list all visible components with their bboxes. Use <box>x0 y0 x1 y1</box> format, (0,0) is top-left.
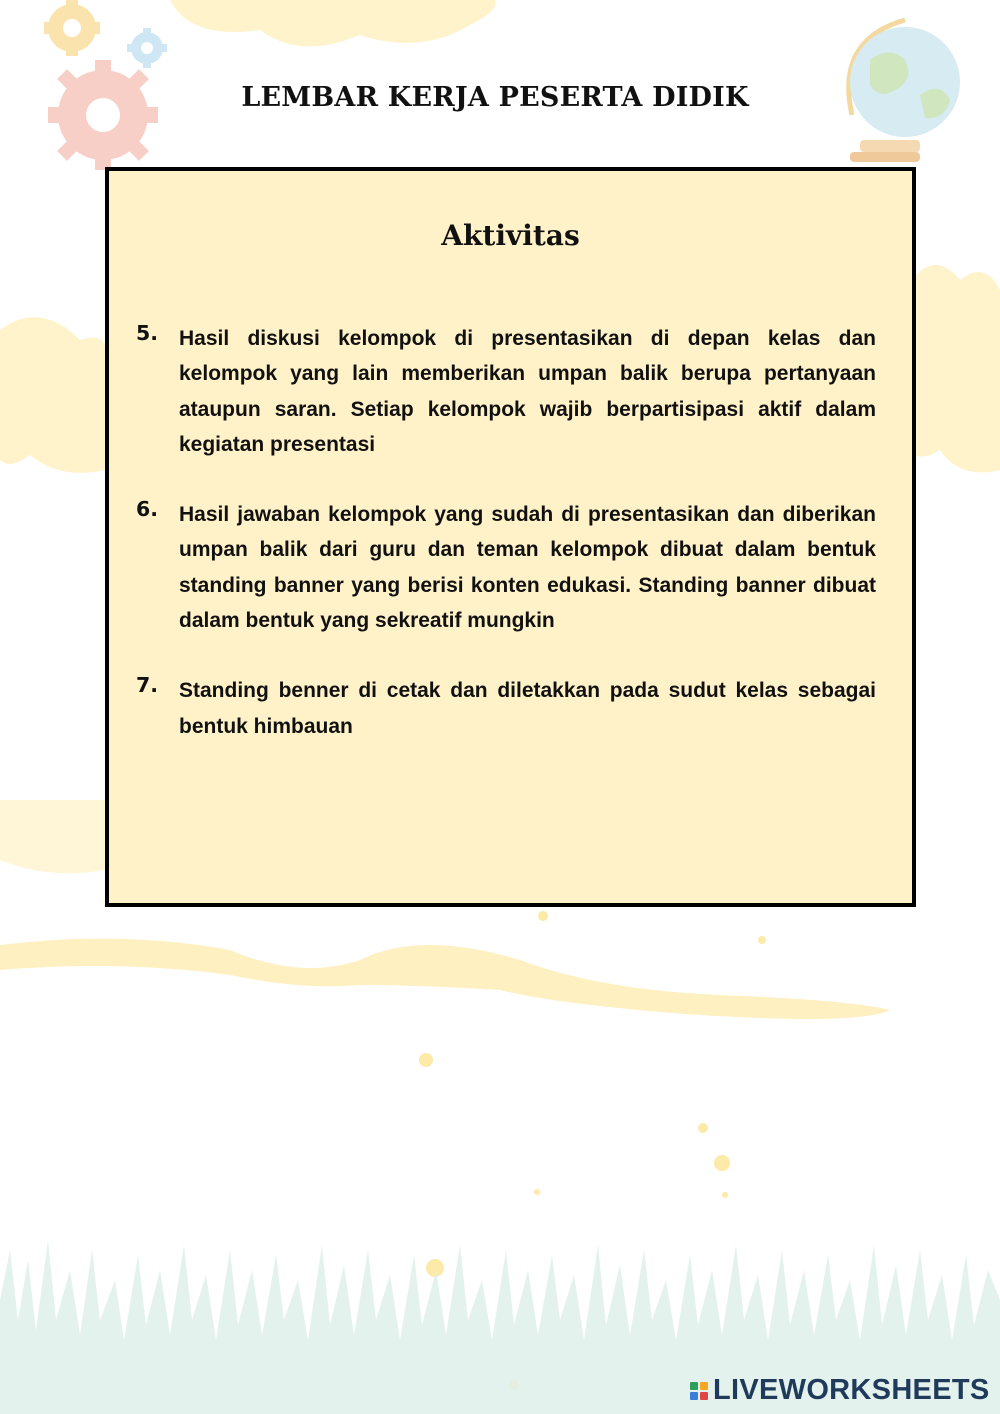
list-item <box>136 321 876 462</box>
step-text: Standing benner di cetak dan diletakkan pada sudut kelas sebagai bentuk himbauan <box>179 679 876 738</box>
liveworksheets-icon <box>690 1382 708 1400</box>
activity-card <box>105 167 916 907</box>
liveworksheets-logo[interactable] <box>690 1374 990 1407</box>
page-title: LEMBAR KERJA PESERTA DIDIK <box>241 82 749 113</box>
step-text: Hasil jawaban kelompok yang sudah di presentasikan dan diberikan umpan balik dari guru dan teman kelompok dibuat dalam bentuk standing banner yang berisi konten edukasi. Standing banner dibuat dalam bentuk yang sekreatif mungkin <box>179 503 876 633</box>
step-number: 6. <box>136 497 159 522</box>
list-item <box>136 497 876 638</box>
step-text: Hasil diskusi kelompok di presentasikan di depan kelas dan kelompok yang lain memberikan umpan balik berupa pertanyaan ataupun saran. Setiap kelompok wajib berpartisipasi aktif dalam kegiatan presentasi <box>179 327 876 456</box>
step-number: 5. <box>136 321 159 345</box>
brand-name: LIVEWORKSHEETS <box>713 1374 990 1406</box>
step-number: 7. <box>136 673 159 698</box>
card-title: Aktivitas <box>441 219 580 252</box>
activity-steps-list <box>136 321 876 779</box>
list-item <box>136 673 876 744</box>
